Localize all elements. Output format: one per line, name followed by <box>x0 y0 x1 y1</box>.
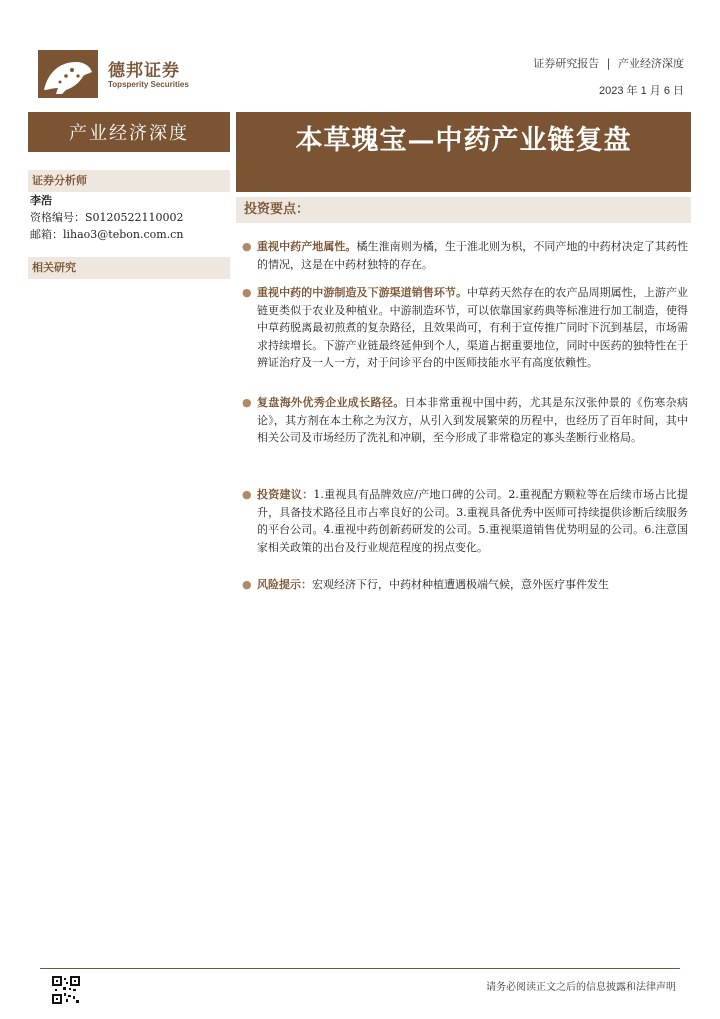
report-meta <box>533 55 684 71</box>
page-title: 本草瑰宝—中药产业链复盘 <box>295 125 632 156</box>
key-point <box>242 394 688 447</box>
related-research-head: 相关研究 <box>28 257 230 279</box>
point-text: 宏观经济下行，中药材种植遭遇极端气候，意外医疗事件发生 <box>312 578 609 591</box>
key-point <box>242 284 688 372</box>
analyst-email[interactable]: 邮箱：lihao3@tebon.com.cn <box>30 228 184 241</box>
point-highlight: 投资建议： <box>257 488 314 501</box>
report-category: 产业经济深度 <box>618 57 684 70</box>
footer-divider <box>40 968 680 969</box>
bullet-icon: ● <box>242 578 252 591</box>
meta-separator: | <box>606 57 611 70</box>
report-date: 2023 年 1 月 6 日 <box>599 85 684 97</box>
key-points-head: 投资要点： <box>236 197 691 223</box>
key-point <box>242 238 688 273</box>
bullet-icon: ● <box>242 240 252 253</box>
bullet-icon: ● <box>242 286 252 299</box>
bullet-icon: ● <box>242 396 252 409</box>
leopard-logo-icon <box>38 50 98 98</box>
brand-name-en: Topsperity Securities <box>108 80 189 89</box>
point-highlight: 复盘海外优秀企业成长路径。 <box>257 396 405 409</box>
point-text: 橘生淮南则为橘，生于淮北则为枳，不同产地的中药材决定了其药性的情况，这是在中药材独特的存在。 <box>257 240 689 271</box>
report-type: 证券研究报告 <box>533 57 600 70</box>
key-point <box>242 486 688 556</box>
point-highlight: 重视中药的中游制造及下游渠道销售环节。 <box>257 286 467 299</box>
brand-name-cn: 德邦证券 <box>108 61 180 81</box>
bullet-icon: ● <box>242 488 252 501</box>
analyst-name: 李浩 <box>30 194 52 207</box>
analyst-cert: 资格编号：S0120522110002 <box>30 211 184 224</box>
point-text: 日本非常重视中国中药，尤其是东汉张仲景的《伤寒杂病论》，其方剂在本土称之为汉方，从引入到发展繁荣的历程中，也经历了百年时间，其中相关公司及市场经历了洗礼和冲刷，至今形成了非常稳定的寡头垄断行业格局。 <box>257 396 689 444</box>
point-highlight: 重视中药产地属性。 <box>257 240 357 253</box>
point-text: 1.重视具有品牌效应/产地口碑的公司。2.重视配方颗粒等在后续市场占比提升，具备技术路径且市占率良好的公司。3.重视具备优秀中医师可持续提供诊断后续服务的平台公司。4.重视中药创新药研发的公司。5.重视渠道销售优势明显的公司。6.注意国家相关政策的出台及行业规范程度的拐点变化。 <box>257 488 688 554</box>
qr-code-icon <box>52 976 80 1004</box>
point-text: 中草药天然存在的农产品周期属性，上游产业链更类似于农业及种植业。中游制造环节，可以依靠国家药典等标准进行加工制造，使得中草药脱离最初煎煮的复杂路径，且效果尚可，有利于宣传推广同时下沉到基层，市场需求持续增长。下游产业链最终延伸到个人，渠道占据重要地位，同时中医药的独特性在于辨证治疗及一人一方，对于问诊平台的中医师技能水平有高度依赖性。 <box>257 286 688 369</box>
legal-disclaimer: 请务必阅读正文之后的信息披露和法律声明 <box>486 982 676 993</box>
analyst-section-head: 证券分析师 <box>28 170 230 192</box>
category-label: 产业经济深度 <box>28 112 230 152</box>
title-banner <box>236 112 691 192</box>
key-point <box>242 576 688 594</box>
point-highlight: 风险提示： <box>257 578 312 591</box>
